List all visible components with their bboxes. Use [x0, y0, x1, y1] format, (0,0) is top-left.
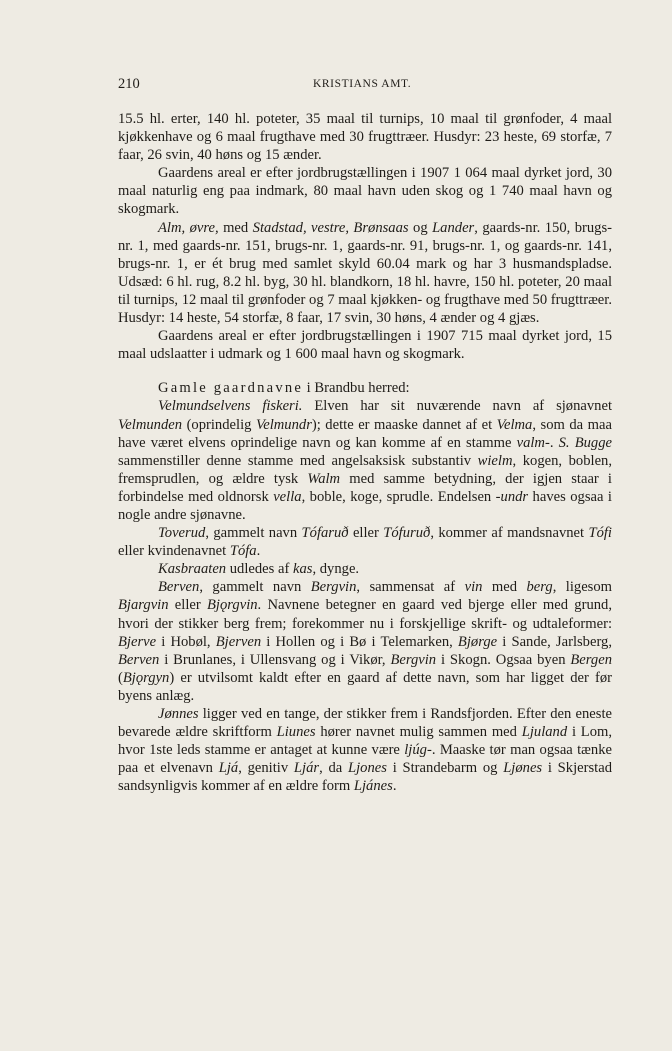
- paragraph-jonnes: Jønnes ligger ved en tange, der stikker frem i Randsfjorden. Efter den eneste bevarede ældre skriftform Liunes hører navnet mulig sammen med Ljuland i Lom, hvor 1ste leds stamme er antaget at kunne være ljúg-. Maaske tør man ogsaa tænke paa et elvenavn Ljá, genitiv Ljár, da Ljones i Strandebarm og Ljønes i Skjerstad sandsynligvis kommer af en ældre form Ljánes.: [118, 706, 612, 795]
- paragraph-berven: Berven, gammelt navn Bergvin, sammensat af vin med berg, ligesom Bjargvin eller Bjǫrgvin. Navnene betegner en gaard ved bjerge eller med grund, hvori der stikker berg frem; forekommer nu i forskjellige skrift- og udtaleformer: Bjerve i Hobøl, Bjerven i Hollen og i Bø i Telemarken, Bjørge i Sande, Jarlsberg, Berven i Brunlanes, i Ullensvang og i Vikør, Bergvin i Skogn. Ogsaa byen Bergen (Bjǫrgyn) er utvilsomt kaldt efter en gaard af dette navn, som har ligget der før byens anlæg.: [118, 579, 612, 704]
- paragraph-velmundselvens-fiskeri: Velmundselvens fiskeri. Elven har sit nuværende navn af sjønavnet Velmunden (oprindelig Velmundr); dette er maaske dannet af et Velma, som da maa have været elvens oprindelige navn og kan komme af en stamme valm-. S. Bugge sammenstiller denne stamme med angelsaksisk substantiv wielm, kogen, boblen, fremsprudlen, og ældre tysk Walm med samme betydning, der igjen staar i forbindelse med oldnorsk vella, boble, koge, sprudle. Endelsen -undr haves ogsaa i nogle andre sjønavne.: [118, 398, 612, 523]
- running-title: KRISTIANS AMT.: [313, 78, 412, 90]
- section-gap: [118, 363, 612, 379]
- paragraph-area-1907-second: Gaardens areal er efter jordbrugstællingen i 1907 715 maal dyrket jord, 15 maal udslaatter i udmark og 1 600 maal havn og skogmark.: [118, 328, 612, 363]
- paragraph-area-1907: Gaardens areal er efter jordbrugstællingen i 1907 1 064 maal dyrket jord, 30 maal naturlig eng paa indmark, 80 maal havn uden skog og 1 740 maal havn og skogmark.: [118, 165, 612, 218]
- page-header: [118, 76, 612, 96]
- paragraph-toverud: Toverud, gammelt navn Tófaruð eller Tófuruð, kommer af mandsnavnet Tófi eller kvindenavnet Tófa.: [118, 525, 612, 560]
- paragraph-kasbraaten: Kasbraaten udledes af kas, dynge.: [158, 561, 360, 578]
- page-body: [118, 110, 612, 795]
- paragraph-alm-ovre: Alm, øvre, med Stadstad, vestre, Brønsaas og Lander, gaards-nr. 150, brugs-nr. 1, med gaards-nr. 151, brugs-nr. 1, gaards-nr. 91, brugs-nr. 1, og gaards-nr. 141, brugs-nr. 1, er ét brug med samlet skyld 60.04 mark og har 3 husmandspladse. Udsæd: 6 hl. rug, 8.2 hl. byg, 30 hl. blandkorn, 18 hl. havre, 150 hl. poteter, 20 maal til turnips, 12 maal til grønfoder og 7 maal kjøkken- og frugthave med 50 frugttræer. Husdyr: 14 heste, 54 storfæ, 8 faar, 17 svin, 30 høns, 4 ænder og 4 gjæs.: [118, 219, 612, 327]
- page-number: 210: [118, 76, 140, 92]
- paragraph-livestock-cont: 15.5 hl. erter, 140 hl. poteter, 35 maal til turnips, 10 maal til grønfoder, 4 maal kjøkkenhave og 6 maal frugthave med 30 frugttræer. Husdyr: 23 heste, 69 storfæ, 7 faar, 26 svin, 40 høns og 15 ænder.: [118, 111, 612, 164]
- section-heading-gamle-gaardnavne: Gamle gaardnavne i Brandbu herred:: [158, 380, 410, 397]
